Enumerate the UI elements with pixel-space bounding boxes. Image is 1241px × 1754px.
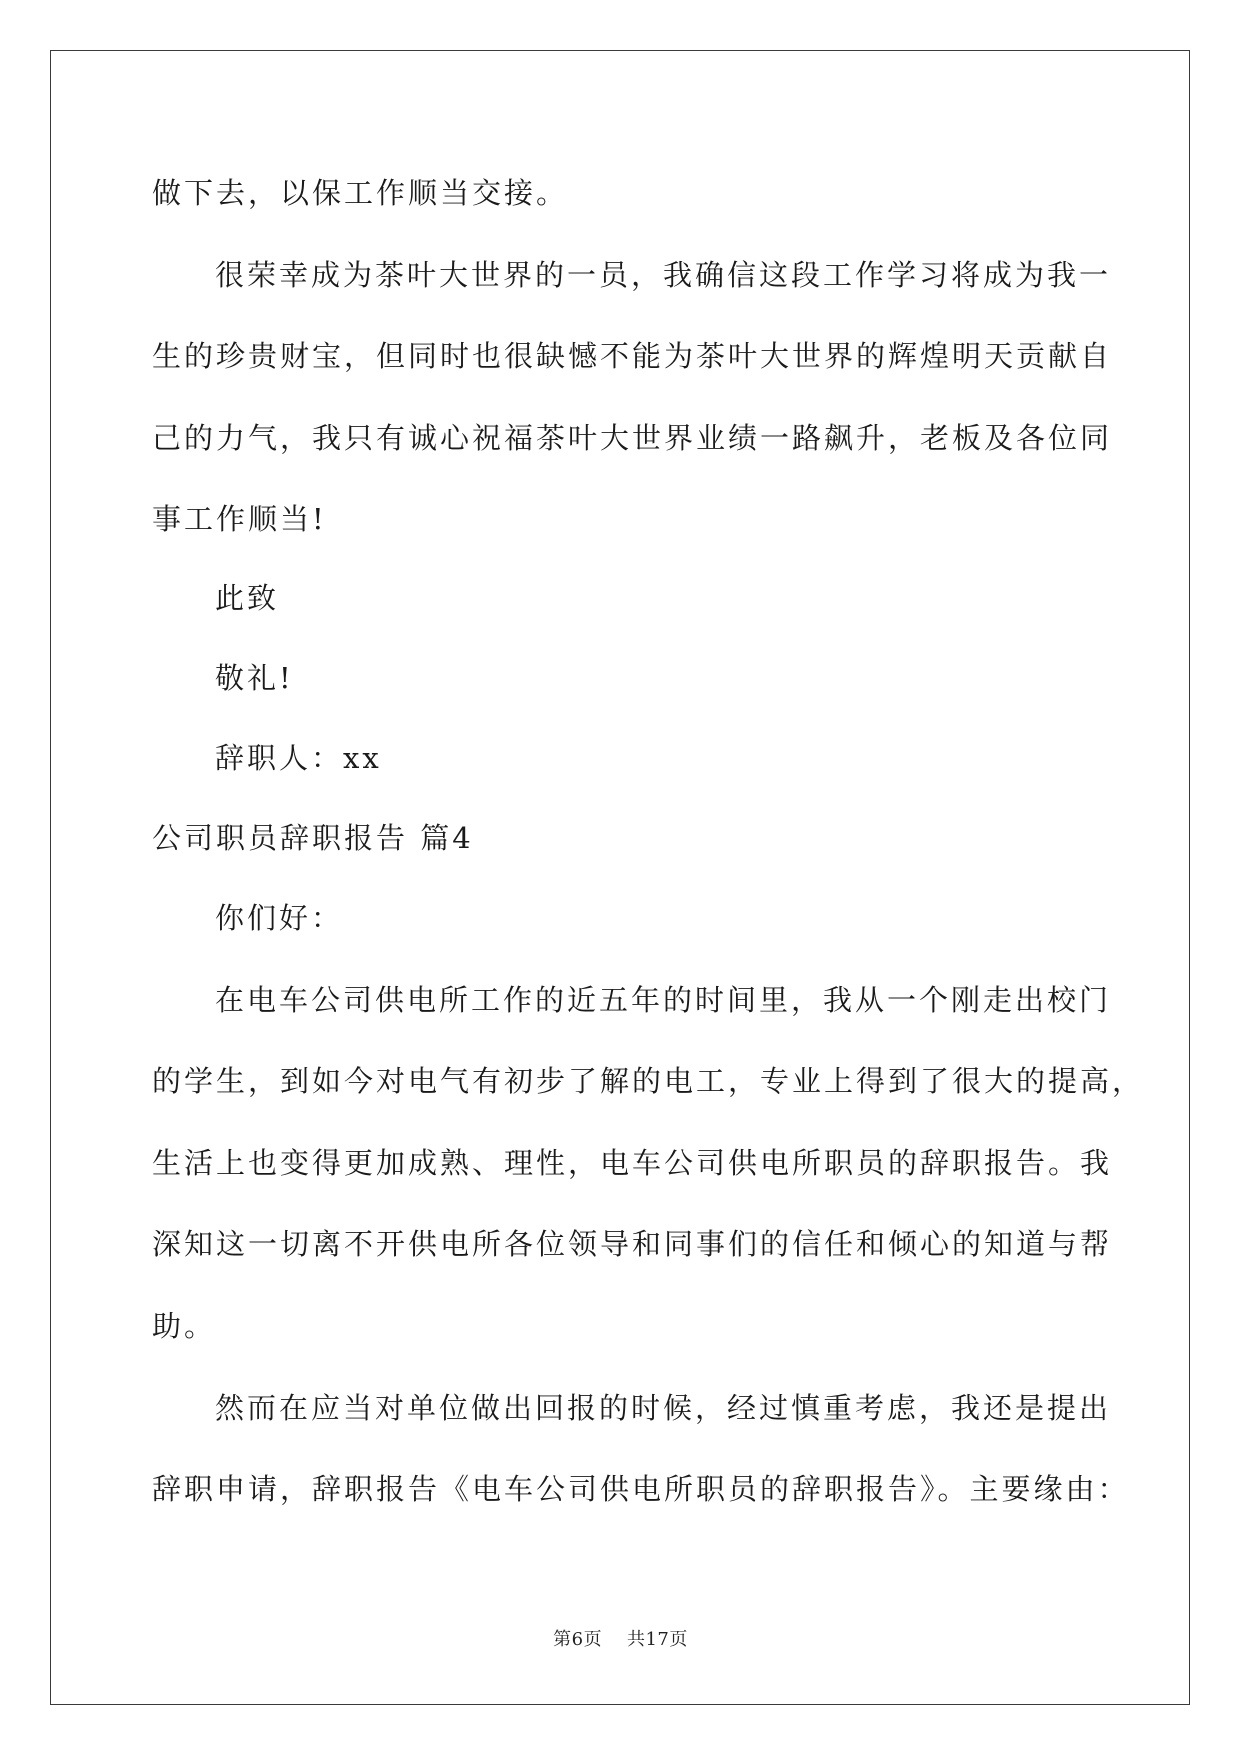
section-heading: 公司职员辞职报告 篇4 (152, 821, 474, 855)
body-text-line: 生的珍贵财宝，但同时也很缺憾不能为茶叶大世界的辉煌明天贡献自 (152, 339, 1113, 373)
body-text-line: 辞职申请，辞职报告《电车公司供电所职员的辞职报告》。主要缘由： (152, 1472, 1130, 1506)
paragraph-first-line: 很荣幸成为茶叶大世界的一员，我确信这段工作学习将成为我一 (215, 258, 1112, 292)
paragraph-first-line: 然而在应当对单位做出回报的时候，经过慎重考虑，我还是提出 (215, 1391, 1112, 1425)
page-number: 第6页 (553, 1629, 603, 1650)
page-total: 共17页 (626, 1629, 688, 1650)
body-text-line: 生活上也变得更加成熟、理性，电车公司供电所职员的辞职报告。我 (152, 1146, 1113, 1180)
page-footer (0, 1625, 1241, 1651)
body-text-line: 深知这一切离不开供电所各位领导和同事们的信任和倾心的知道与帮 (152, 1227, 1113, 1261)
body-text-line: 助。 (152, 1309, 217, 1343)
body-text-line: 做下去，以保工作顺当交接。 (152, 176, 569, 210)
salutation-line: 此致 (215, 581, 280, 615)
page-border (50, 50, 1190, 1705)
greeting-line: 你们好： (215, 901, 344, 935)
body-text-line: 己的力气，我只有诚心祝福茶叶大世界业绩一路飙升，老板及各位同 (152, 421, 1113, 455)
signature-line: 辞职人：xx (215, 741, 382, 775)
salutation-line: 敬礼! (215, 661, 294, 695)
body-text-line: 事工作顺当! (152, 502, 327, 536)
body-text-line: 的学生，到如今对电气有初步了解的电工，专业上得到了很大的提高， (152, 1064, 1145, 1098)
paragraph-first-line: 在电车公司供电所工作的近五年的时间里，我从一个刚走出校门 (215, 983, 1112, 1017)
